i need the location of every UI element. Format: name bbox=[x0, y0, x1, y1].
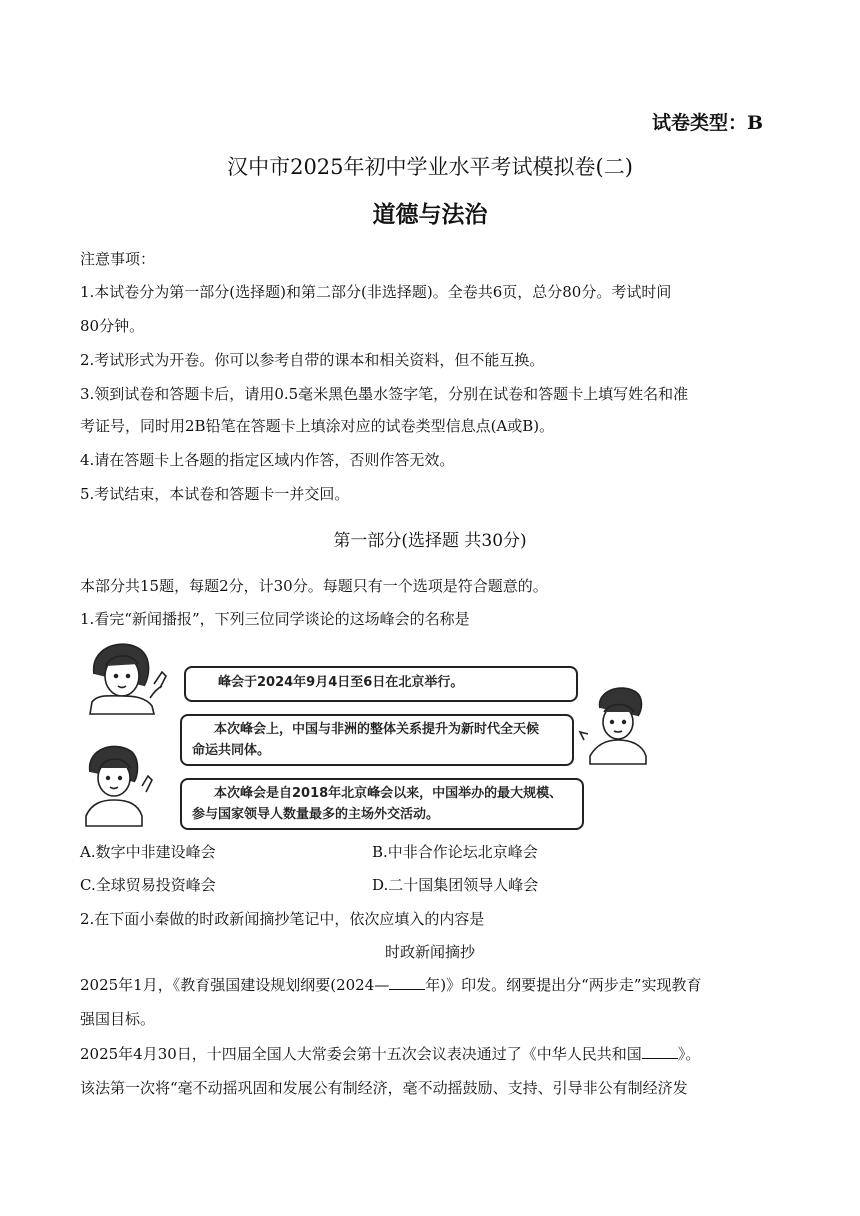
question-1-stem: 1.看完“新闻播报”，下列三位同学谈论的这场峰会的名称是 bbox=[80, 610, 470, 628]
p1-part-a: 2025年1月，《教育强国建设规划纲要(2024— bbox=[80, 976, 390, 994]
bubble-3-text-line-2: 参与国家领导人数量最多的主场外交活动。 bbox=[192, 807, 440, 822]
note-line: 3.领到试卷和答题卡后，请用0.5毫米黑色墨水签字笔，分别在试卷和答题卡上填写姓名和准 bbox=[80, 385, 689, 403]
bubble-2-text-line-2: 命运共同体。 bbox=[192, 743, 271, 758]
exam-type-label: 试卷类型：B bbox=[652, 112, 764, 134]
bubble-2-text-line-1: 本次峰会上，中国与非洲的整体关系提升为新时代全天候 bbox=[214, 722, 540, 737]
note-paragraph-2-cont: 该法第一次将“毫不动摇巩固和发展公有制经济，毫不动摇鼓励、支持、引导非公有制经济发 bbox=[80, 1079, 688, 1097]
p2-part-b: 》。 bbox=[677, 1045, 701, 1063]
student-girl-2-icon bbox=[86, 746, 152, 826]
option-b: B.中非合作论坛北京峰会 bbox=[372, 843, 538, 861]
note-paragraph-1 bbox=[80, 974, 701, 995]
notes-heading: 注意事项： bbox=[80, 250, 156, 268]
note-line: 考证号，同时用2B铅笔在答题卡上填涂对应的试卷类型信息点(A或B)。 bbox=[80, 417, 555, 435]
note-line: 5.考试结束，本试卷和答题卡一并交回。 bbox=[80, 485, 350, 503]
exam-title: 汉中市2025年初中学业水平考试模拟卷(二) bbox=[227, 155, 633, 179]
dialogue-illustration bbox=[80, 636, 680, 836]
speech-bubble-3 bbox=[180, 778, 584, 830]
fill-blank-1 bbox=[389, 975, 425, 990]
fill-blank-2 bbox=[642, 1044, 678, 1059]
option-a: A.数字中非建设峰会 bbox=[80, 843, 216, 861]
speech-bubble-1 bbox=[184, 666, 578, 702]
note-line: 2.考试形式为开卷。你可以参考自带的课本和相关资料，但不能互换。 bbox=[80, 351, 545, 369]
option-c: C.全球贸易投资峰会 bbox=[80, 876, 216, 894]
note-paragraph-2 bbox=[80, 1043, 700, 1064]
p2-part-a: 2025年4月30日，十四届全国人大常委会第十五次会议表决通过了《中华人民共和国 bbox=[80, 1045, 642, 1063]
section-title: 第一部分(选择题 共30分) bbox=[333, 531, 527, 551]
bubble-1-text: 峰会于2024年9月4日至6日在北京举行。 bbox=[218, 675, 464, 690]
note-line: 4.请在答题卡上各题的指定区域内作答，否则作答无效。 bbox=[80, 451, 455, 469]
bubble-3-text-line-1: 本次峰会是自2018年北京峰会以来，中国举办的最大规模、 bbox=[214, 786, 563, 801]
student-girl-icon bbox=[90, 644, 166, 714]
section-intro: 本部分共15题，每题2分，计30分。每题只有一个选项是符合题意的。 bbox=[80, 577, 548, 595]
speech-bubble-2 bbox=[180, 714, 574, 766]
question-2-stem: 2.在下面小秦做的时政新闻摘抄笔记中，依次应填入的内容是 bbox=[80, 910, 485, 928]
option-d: D.二十国集团领导人峰会 bbox=[372, 876, 539, 894]
note-line: 1.本试卷分为第一部分(选择题)和第二部分(非选择题)。全卷共6页，总分80分。考试时间 bbox=[80, 283, 672, 301]
student-boy-icon bbox=[580, 688, 646, 764]
note-title: 时政新闻摘抄 bbox=[384, 943, 475, 961]
subject-title: 道德与法治 bbox=[372, 201, 488, 228]
note-paragraph-1-cont: 强国目标。 bbox=[80, 1010, 156, 1028]
p1-part-b: 年)》印发。纲要提出分“两步走”实现教育 bbox=[425, 976, 702, 994]
note-line: 80分钟。 bbox=[80, 317, 145, 335]
